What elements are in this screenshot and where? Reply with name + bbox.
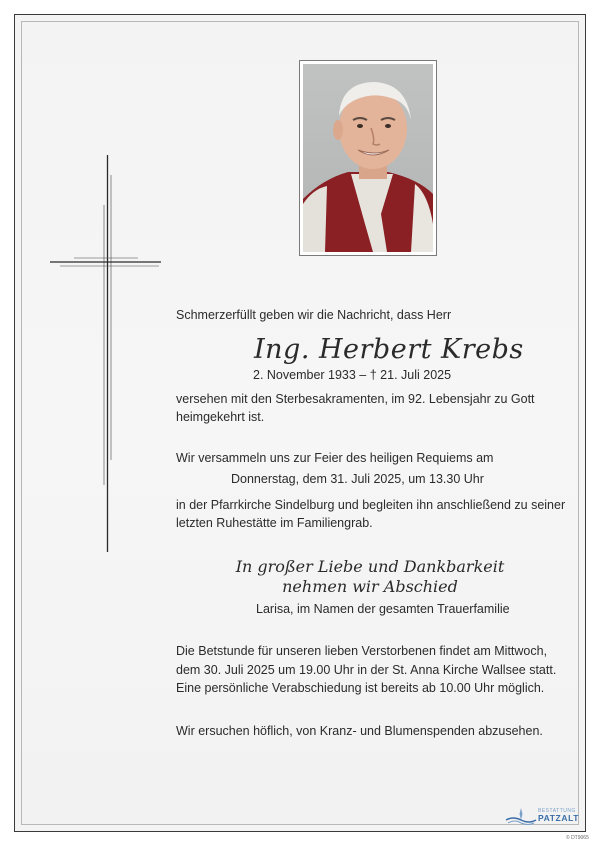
intro-text: Schmerzerfüllt geben wir die Nachricht, dass Herr xyxy=(176,308,452,322)
deceased-name: Ing. Herbert Krebs xyxy=(254,334,524,365)
flowers-note: Wir ersuchen höflich, von Kranz- und Blumenspenden abzusehen. xyxy=(176,724,543,738)
farewell-line-1: In großer Liebe und Dankbarkeit xyxy=(235,557,505,576)
farewell-line-2: nehmen wir Abschied xyxy=(282,577,458,596)
sacraments-line-2: heimgekehrt ist. xyxy=(176,410,265,424)
church-line-2: letzten Ruhestätte im Familiengrab. xyxy=(176,516,373,530)
sacraments-line-1: versehen mit den Sterbesakramenten, im 92. Lebensjahr zu Gott xyxy=(176,392,535,406)
portrait-image xyxy=(303,64,433,252)
vigil-line-3: Eine persönliche Verabschiedung ist bereits ab 10.00 Uhr möglich. xyxy=(176,681,545,695)
vigil-line-2: dem 30. Juli 2025 um 19.00 Uhr in der St. Anna Kirche Wallsee statt. xyxy=(176,663,557,677)
requiem-date: Donnerstag, dem 31. Juli 2025, um 13.30 Uhr xyxy=(231,472,484,486)
vigil-line-1: Die Betstunde für unseren lieben Verstorbenen findet am Mittwoch, xyxy=(176,644,548,658)
life-dates: 2. November 1933 – † 21. Juli 2025 xyxy=(253,368,452,382)
cross-icon xyxy=(50,155,165,555)
family-signature: Larisa, im Namen der gesamten Trauerfamilie xyxy=(256,602,510,616)
church-line-1: in der Pfarrkirche Sindelburg und begleiten ihn anschließend zu seiner xyxy=(176,498,566,512)
requiem-intro: Wir versammeln uns zur Feier des heiligen Requiems am xyxy=(176,451,494,465)
brand-tagline: BESTATTUNG xyxy=(538,808,576,814)
portrait-photo xyxy=(299,60,437,256)
copyright-code: © DT9065 xyxy=(566,835,589,841)
wave-logo-icon xyxy=(504,806,538,826)
brand-name: PATZALT xyxy=(538,813,580,823)
